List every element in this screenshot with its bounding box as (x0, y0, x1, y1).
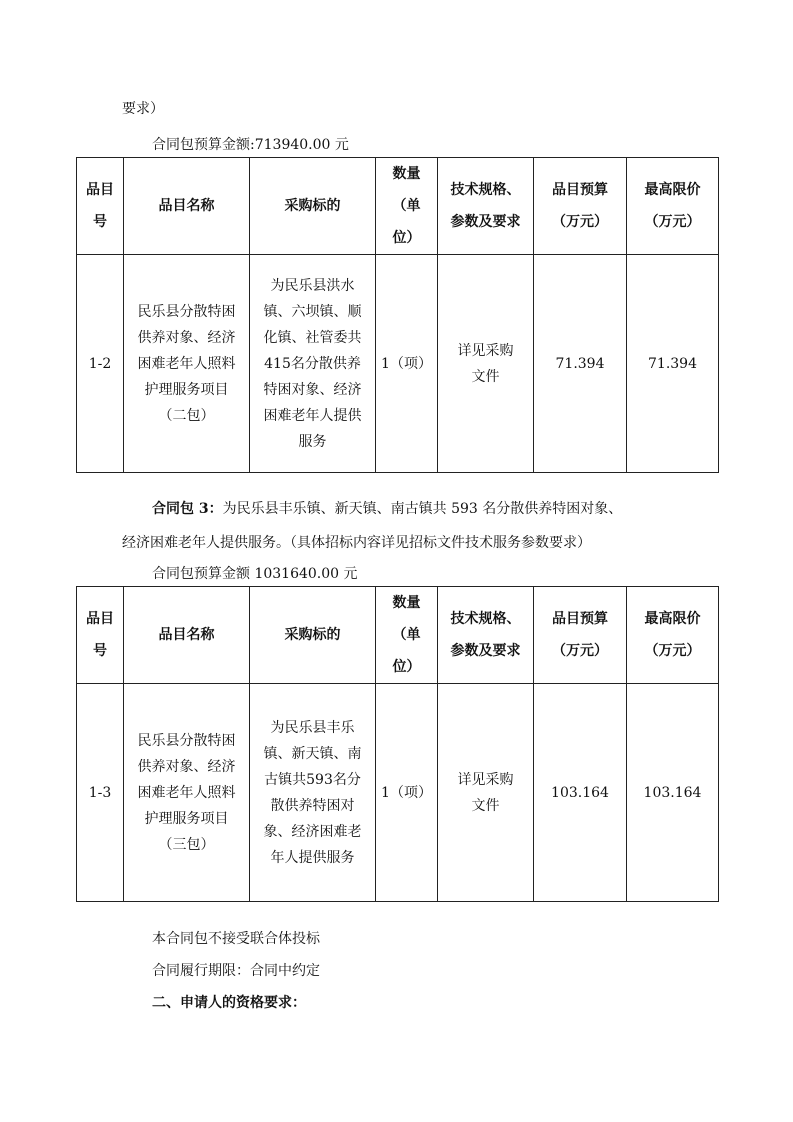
header-item-no: 品目号 (77, 587, 124, 684)
header-item-budget: 品目预算（万元） (534, 587, 627, 684)
contract-period-text: 合同履行期限：合同中约定 (152, 963, 320, 979)
cell-tech-spec: 详见采购文件 (438, 255, 534, 473)
cell-item-budget: 71.394 (534, 255, 627, 473)
cell-max-price: 71.394 (627, 255, 719, 473)
table-row (77, 684, 719, 902)
cell-purchase-target: 为民乐县洪水镇、六坝镇、顺化镇、社管委共415名分散供养特困对象、经济困难老年人提供服务 (250, 255, 376, 473)
cell-item-no: 1-3 (77, 684, 124, 902)
header-purchase-target: 采购标的 (250, 587, 376, 684)
cell-item-name: 民乐县分散特困供养对象、经济困难老年人照料护理服务项目（三包） (124, 684, 250, 902)
cell-item-no: 1-2 (77, 255, 124, 473)
header-item-no: 品目号 (77, 158, 124, 255)
package3-description-text: 为民乐县丰乐镇、新天镇、南古镇共 593 名分散供养特困对象、 (222, 501, 623, 517)
header-tech-spec: 技术规格、参数及要求 (438, 587, 534, 684)
table-header-row (77, 587, 719, 684)
table-header-row (77, 158, 719, 255)
cell-item-budget: 103.164 (534, 684, 627, 902)
cell-item-name: 民乐县分散特困供养对象、经济困难老年人照料护理服务项目（二包） (124, 255, 250, 473)
header-purchase-target: 采购标的 (250, 158, 376, 255)
header-max-price: 最高限价（万元） (627, 587, 719, 684)
package3-table (76, 586, 719, 902)
cell-purchase-target: 为民乐县丰乐镇、新天镇、南古镇共593名分散供养特困对象、经济困难老年人提供服务 (250, 684, 376, 902)
header-quantity: 数量（单位） (376, 587, 438, 684)
package3-description-line1 (152, 499, 622, 519)
cell-quantity: 1（项） (376, 255, 438, 473)
package3-label: 合同包 3： (152, 501, 223, 517)
package3-budget-line: 合同包预算金额 1031640.00 元 (152, 566, 358, 582)
header-tech-spec: 技术规格、参数及要求 (438, 158, 534, 255)
header-item-name: 品目名称 (124, 158, 250, 255)
cell-max-price: 103.164 (627, 684, 719, 902)
header-item-budget: 品目预算（万元） (534, 158, 627, 255)
package2-budget-line: 合同包预算金额:713940.00 元 (152, 137, 349, 153)
package2-table (76, 157, 719, 473)
no-consortium-text: 本合同包不接受联合体投标 (152, 931, 320, 947)
table-row (77, 255, 719, 473)
header-item-name: 品目名称 (124, 587, 250, 684)
header-max-price: 最高限价（万元） (627, 158, 719, 255)
requirement-tail-text: 要求） (122, 101, 164, 117)
section-heading: 二、申请人的资格要求： (152, 995, 306, 1011)
package3-description-line2: 经济困难老年人提供服务。（具体招标内容详见招标文件技术服务参数要求） (122, 535, 591, 551)
cell-quantity: 1（项） (376, 684, 438, 902)
header-quantity: 数量（单位） (376, 158, 438, 255)
cell-tech-spec: 详见采购文件 (438, 684, 534, 902)
